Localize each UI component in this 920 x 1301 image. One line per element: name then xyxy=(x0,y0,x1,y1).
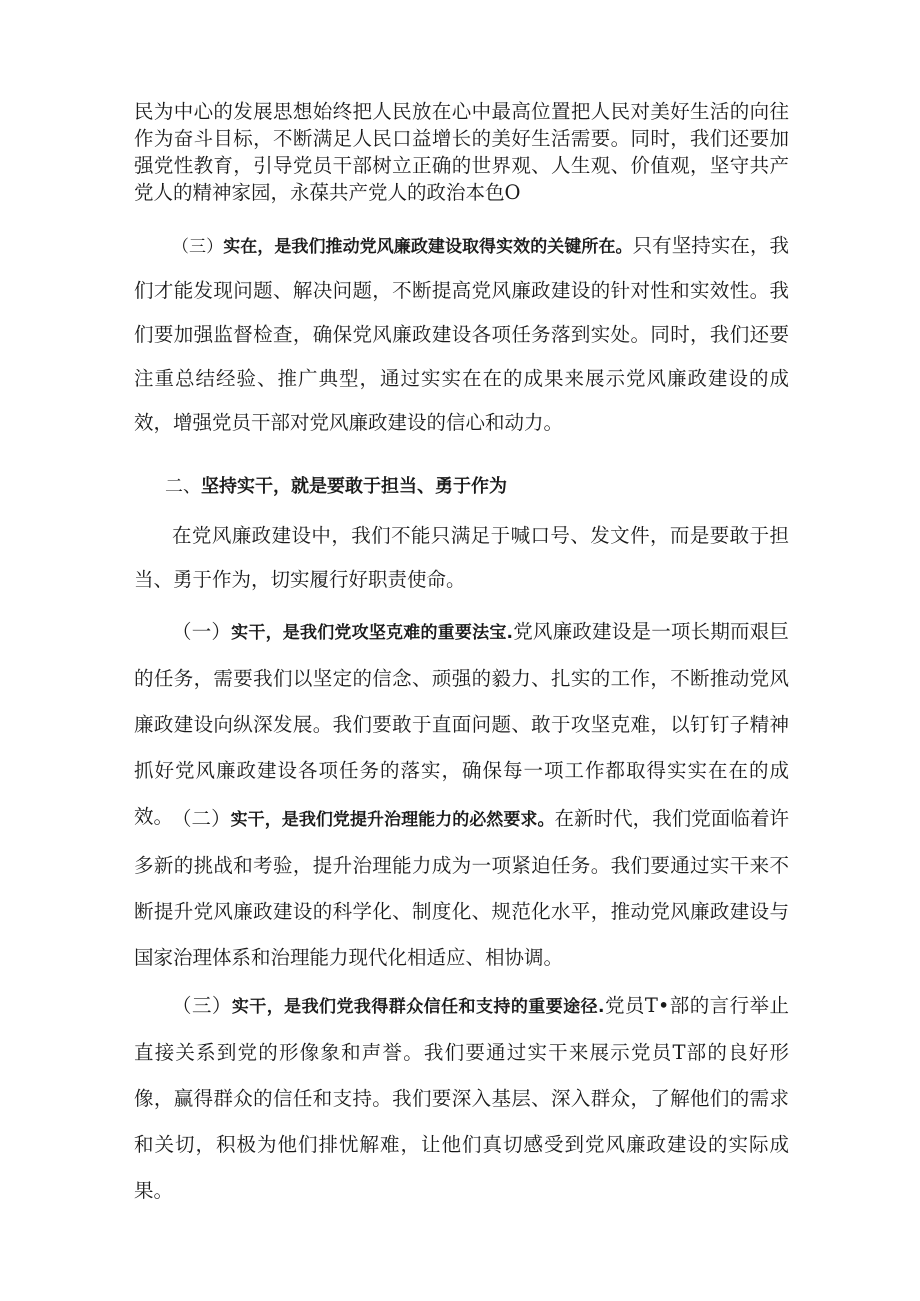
section-lead-text: 实干，是我们党攻坚克难的重要法宝. xyxy=(231,623,513,643)
section-marker: （二） xyxy=(172,807,231,830)
section-lead-text: 实干，是我们党我得群众信任和支持的重要途径. xyxy=(231,997,605,1017)
section-body-text: 只有坚持实在，我们才能发现问题、解决问题，不断提高党风廉政建设的针对性和实效性。我们要加强监督检查，确保党风廉政建设各项任务落到实处。同时，我们还要注重总结经验、推广典型，通过实实在在的成果来展示党风廉政建设的成效，增强党员干部对党风廉政建设的信心和动力。 xyxy=(134,234,790,434)
intro-paragraph: 民为中心的发展思想始终把人民放在心中最高位置把人民对美好生活的向往作为奋斗目标，不断满足人民口益增长的美好生活需要。同时，我们还要加强党性教育，引导党员干部树立正确的世界观、人生观、价值观，坚守共产党人的精神家园，永葆共产党人的政治本色O xyxy=(134,100,789,204)
section-body-text: 党员T•部的言行举止直接关系到党的形像象和声誉。我们要通过实干来展示党员T部的良好形像，赢得群众的信任和支持。我们要深入基层、深入群众，了解他们的需求和关切，积极为他们排忧解难，让他们真切感受到党风廉政建设的实际成果。 xyxy=(134,994,789,1202)
section-heading-2 xyxy=(165,472,507,502)
heading-number: 二、 xyxy=(165,476,201,497)
section-marker: （一） xyxy=(172,620,232,643)
section-marker: （三） xyxy=(172,237,224,257)
section-body-text: 党风廉政建设是一项长期而艰巨的任务，需要我们以坚定的信念、顽强的毅力、扎实的工作，不断推动党风廉政建设向纵深发展。我们要敢于直面问题、敢于攻坚克难，以钉钉子精神抓好党风廉政建设各项任务的落实，确保每一项工作都取得实实在在的成效。 xyxy=(134,620,789,828)
section-body-text: 在新时代，我们党面临着许多新的挑战和考验，提升治理能力成为一项紧迫任务。我们要通过实干来不断提升党风廉政建设的科学化、制度化、规范化水平，推动党风廉政建设与国家治理体系和治理能力现代化相适应、相协调。 xyxy=(134,807,789,969)
section-shigan-2 xyxy=(134,796,789,981)
lead-paragraph: 在党风廉政建设中，我们不能只满足于喊口号、发文件，而是要敢于担当、勇于作为，切实履行好职责使命。 xyxy=(134,524,789,591)
section-shigan-3 xyxy=(134,983,789,1214)
heading-text: 坚持实干，就是要敢于担当、勇于作为 xyxy=(201,476,507,497)
section-shizai-3 xyxy=(134,224,789,445)
section-lead-text: 实在，是我们推动党风廉政建设取得实效的关键所在。 xyxy=(223,237,633,257)
section-marker: （三） xyxy=(172,994,232,1017)
section-lead-text: 实干，是我们党提升治理能力的必然要求。 xyxy=(230,810,555,830)
section-shizai-3-lead xyxy=(172,237,633,257)
